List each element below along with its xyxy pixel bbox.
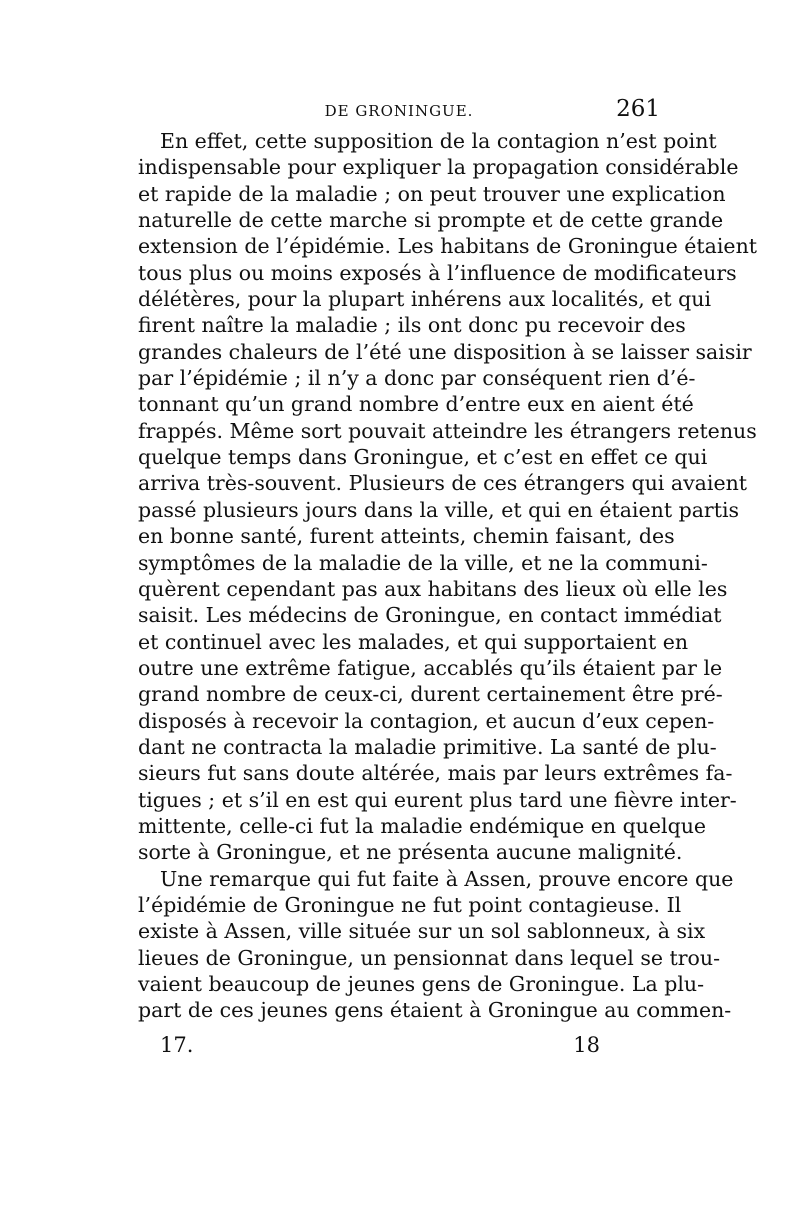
- page-number: 261: [616, 96, 660, 122]
- text-line: et continuel avec les malades, et qui supportaient en: [138, 629, 689, 654]
- text-line: sieurs fut sans doute altérée, mais par leurs extrêmes fa-: [138, 761, 733, 786]
- text-line: par l’épidémie ; il n’y a donc par conséquent rien d’é-: [138, 366, 696, 391]
- text-line: part de ces jeunes gens étaient à Groningue au commen-: [138, 998, 732, 1023]
- text-line: passé plusieurs jours dans la ville, et qui en étaient partis: [138, 497, 740, 522]
- body-text: [138, 128, 758, 1024]
- signature-mark: 17.: [160, 1033, 194, 1057]
- text-line: quèrent cependant pas aux habitans des lieux où elle les: [138, 576, 728, 601]
- text-line: tonnant qu’un grand nombre d’entre eux en aient été: [138, 392, 694, 417]
- text-line: symptômes de la maladie de la ville, et ne la communi-: [138, 550, 708, 575]
- text-line: firent naître la maladie ; ils ont donc pu recevoir des: [138, 313, 686, 338]
- text-line: outre une extrême fatigue, accablés qu’ils étaient par le: [138, 655, 723, 680]
- text-line: sorte à Groningue, et ne présenta aucune malignité.: [138, 840, 683, 865]
- text-line: mittente, celle-ci fut la maladie endémique en quelque: [138, 813, 707, 838]
- text-line: dant ne contracta la maladie primitive. La santé de plu-: [138, 734, 717, 759]
- paragraph: [138, 128, 758, 866]
- text-line: existe à Assen, ville située sur un sol sablonneux, à six: [138, 919, 706, 944]
- text-line: tous plus ou moins exposés à l’influence de modificateurs: [138, 260, 737, 285]
- text-line: arriva très-souvent. Plusieurs de ces étrangers qui avaient: [138, 471, 748, 496]
- text-line: grand nombre de ceux-ci, durent certainement être pré-: [138, 682, 723, 707]
- text-line: vaient beaucoup de jeunes gens de Groningue. La plu-: [138, 972, 705, 996]
- text-line: Une remarque qui fut faite à Assen, prouve encore que: [160, 866, 734, 891]
- text-line: quelque temps dans Groningue, et c’est en effet ce qui: [138, 445, 708, 470]
- text-line: lieues de Groningue, un pensionnat dans lequel se trou-: [138, 945, 721, 970]
- text-line: extension de l’épidémie. Les habitans de Groningue étaient: [138, 234, 758, 259]
- text-line: en bonne santé, furent atteints, chemin faisant, des: [138, 524, 675, 549]
- text-line: délétères, pour la plupart inhérens aux localités, et qui: [138, 287, 712, 312]
- text-line: l’épidémie de Groningue ne fut point contagieuse. Il: [138, 892, 682, 917]
- text-line: et rapide de la maladie ; on peut trouver une explication: [138, 181, 726, 206]
- text-line: tigues ; et s’il en est qui eurent plus tard une fièvre inter-: [138, 787, 737, 812]
- page-footer: [160, 1033, 600, 1063]
- text-line: En effet, cette supposition de la contagion n’est point: [160, 129, 717, 153]
- text-line: indispensable pour expliquer la propagation considérable: [138, 155, 739, 180]
- text-line: grandes chaleurs de l’été une disposition à se laisser saisir: [138, 339, 752, 364]
- text-line: frappés. Même sort pouvait atteindre les étrangers retenus: [138, 418, 757, 443]
- paragraph: [138, 866, 734, 1024]
- text-line: saisit. Les médecins de Groningue, en contact immédiat: [138, 603, 722, 628]
- text-line: disposés à recevoir la contagion, et aucun d’eux cepen-: [138, 708, 715, 733]
- running-head: DE GRONINGUE.: [324, 102, 474, 120]
- text-line: naturelle de cette marche si prompte et de cette grande: [138, 208, 724, 233]
- gathering-mark: 18: [573, 1033, 600, 1057]
